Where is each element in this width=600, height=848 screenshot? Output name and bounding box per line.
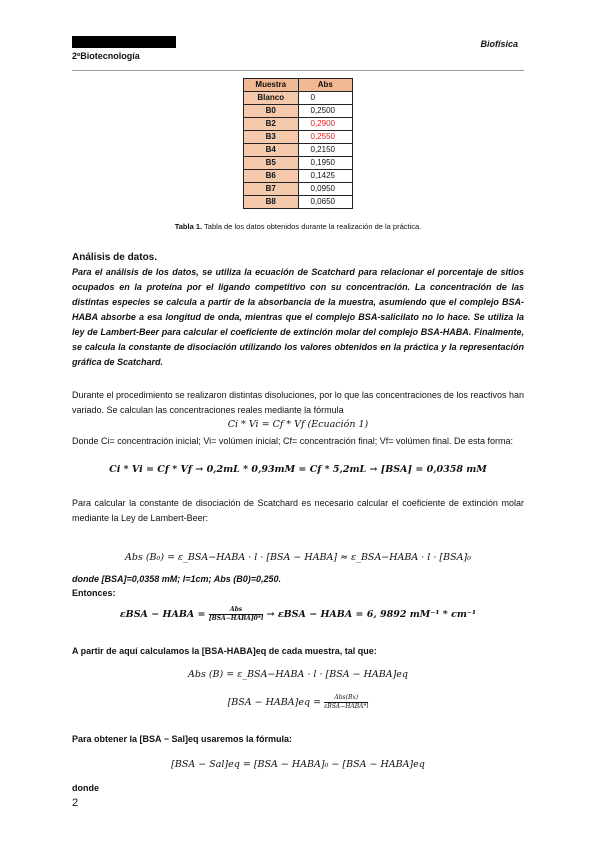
sample-cell: B3: [244, 131, 299, 144]
eq4-fraction: [209, 606, 263, 623]
subject-label: Biofísica: [480, 39, 518, 49]
paragraph-from-here: A partir de aquí calculamos la [BSA-HABA]eq de cada muestra, tal que:: [72, 646, 377, 656]
table-row: [244, 118, 353, 131]
caption-label: Tabla 1.: [174, 222, 203, 231]
page-number: 2: [72, 797, 79, 809]
sample-cell: B0: [244, 105, 299, 118]
eq4-numerator: Abs: [209, 606, 263, 615]
absorbance-table: [243, 78, 353, 209]
table-row: [244, 105, 353, 118]
equation-5: Abs (B) = ε_BSA−HABA · l · [BSA − HABA]eq: [188, 669, 408, 680]
paragraph-lambert-beer: Para calcular la constante de disociación de Scatchard es necesario calcular el coeficiente de extinción molar mediante la Ley de Lambert-Beer:: [72, 498, 524, 523]
paragraph-donde: donde: [72, 783, 99, 793]
table-caption: [72, 222, 524, 231]
eq6-fraction: [324, 694, 368, 711]
sample-cell: B4: [244, 144, 299, 157]
section-heading: Análisis de datos.: [72, 252, 158, 263]
abs-cell: 0,1950: [298, 157, 353, 170]
abs-cell: 0: [298, 92, 353, 105]
equation-6: [72, 694, 524, 711]
sample-cell: B8: [244, 196, 299, 209]
equation-2: Ci * Vi = Cf * Vf → 0,2mL * 0,93mM = Cf * 5,2mL → [BSA] = 0,0358 mM: [109, 464, 487, 475]
table-row: [244, 92, 353, 105]
equation-7: [BSA − Sal]eq = [BSA − HABA]₀ − [BSA − HABA]eq: [171, 759, 425, 770]
paragraph-values: [72, 574, 281, 584]
equation-4: [72, 606, 524, 623]
table-row: [244, 157, 353, 170]
column-header-sample: Muestra: [244, 79, 299, 92]
course-label: 2ºBiotecnología: [72, 51, 140, 61]
intro-paragraph: Para el análisis de los datos, se utiliza la ecuación de Scatchard para relacionar el porcentaje de sitios ocupados en la proteína por el ligando competitivo con su concentración. La concentración de las distintas especies se calcula a partir de la absorbancia de la muestra, asumiendo que el complejo BSA-HABA absorbe a esa longitud de onda, mientras que el complejo BSA-salicilato no lo hace. Se utiliza la ley de Lambert-Beer para calcular el coeficiente de extinción molar del complejo BSA-HABA. Finalmente, se calcula la constante de disociación utilizando los valores obtenidos en la práctica y la representación gráfica de Scatchard.: [72, 267, 524, 367]
paragraph-dilutions: Durante el procedimiento se realizaron distintas disoluciones, por lo que las concentraciones de los reactivos han variado. Se calculan las concentraciones reales mediante la fórmula: [72, 390, 524, 415]
eq4-right: → εBSA − HABA = 6, 9892 mM⁻¹ * cm⁻¹: [266, 609, 477, 620]
values-text: donde [BSA]=0,0358 mM; l=1cm; Abs (B0)=0,250.: [72, 574, 281, 584]
eq6-numerator: Abs(Bx): [324, 694, 368, 703]
eq4-denominator: [BSA−HABA]0*l: [208, 615, 264, 622]
eq4-left: εBSA − HABA =: [119, 609, 206, 620]
table-row: [244, 196, 353, 209]
sample-cell: Blanco: [244, 92, 299, 105]
table-row: [244, 183, 353, 196]
abs-cell: 0,0650: [298, 196, 353, 209]
redacted-name-bar: [72, 36, 176, 48]
table-row: [244, 131, 353, 144]
paragraph-to-obtain: Para obtener la [BSA − Sal]eq usaremos la fórmula:: [72, 734, 292, 744]
header-rule: [72, 70, 524, 71]
sample-cell: B7: [244, 183, 299, 196]
sample-cell: B5: [244, 157, 299, 170]
abs-cell: 0,2150: [298, 144, 353, 157]
paragraph-entonces: Entonces:: [72, 588, 116, 598]
caption-text: Tabla de los datos obtenidos durante la realización de la práctica.: [204, 222, 422, 231]
sample-cell: B2: [244, 118, 299, 131]
sample-cell: B6: [244, 170, 299, 183]
abs-cell: 0,2550: [298, 131, 353, 144]
equation-1: Ci * Vi = Cf * Vf (Ecuación 1): [227, 419, 369, 430]
abs-cell: 0,2900: [298, 118, 353, 131]
abs-cell: 0,2500: [298, 105, 353, 118]
eq6-denominator: εBSA−HABA*l: [324, 703, 369, 710]
abs-cell: 0,1425: [298, 170, 353, 183]
equation-3: Abs (B₀) = ε_BSA−HABA · l · [BSA − HABA] ≈ ε_BSA−HABA · l · [BSA]₀: [125, 552, 471, 563]
table-row: [244, 144, 353, 157]
eq6-left: [BSA − HABA]eq =: [227, 697, 322, 708]
column-header-abs: Abs: [298, 79, 353, 92]
abs-cell: 0,0950: [298, 183, 353, 196]
table-row: [244, 170, 353, 183]
paragraph-definitions: Donde Ci= concentración inicial; Vi= volúmen inicial; Cf= concentración final; Vf= volúmen final. De esta forma:: [72, 436, 514, 446]
